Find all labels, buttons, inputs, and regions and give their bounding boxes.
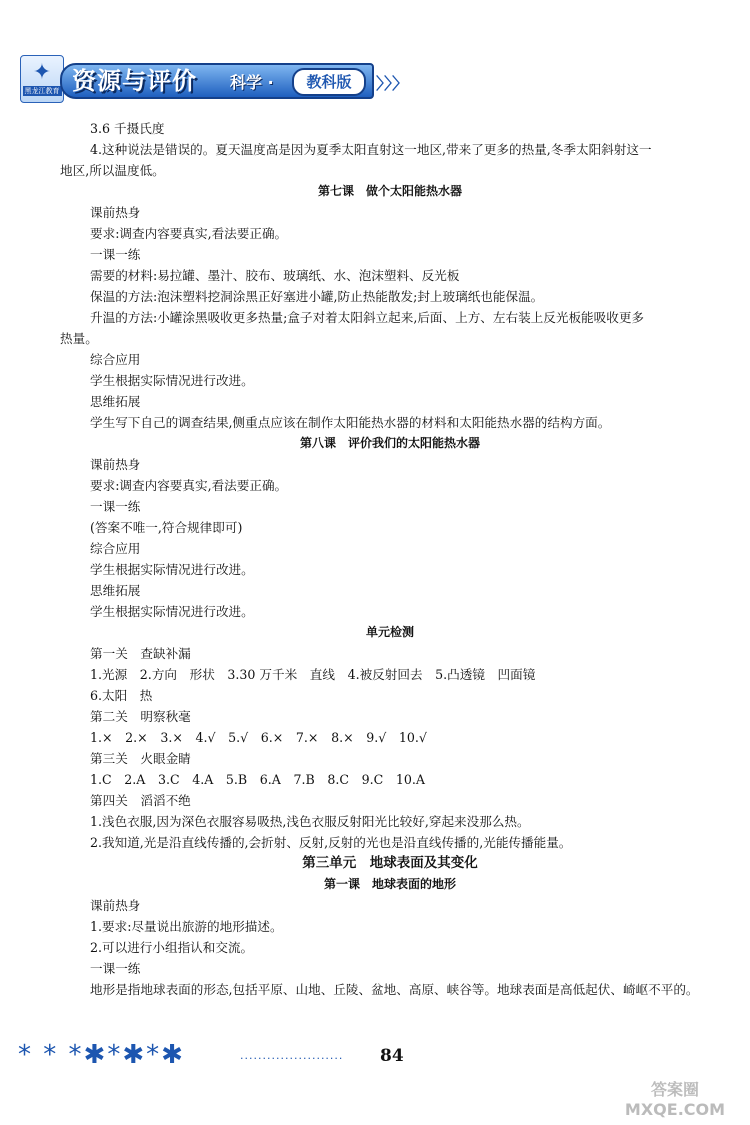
text-line: 思维拓展 <box>90 394 141 409</box>
text-line: 6.太阳 热 <box>90 688 153 703</box>
text-line: 课前热身 <box>90 205 141 220</box>
text-line: 1.要求:尽量说出旅游的地形描述。 <box>90 919 283 934</box>
text-line: 4.这种说法是错误的。夏天温度高是因为夏季太阳直射这一地区,带来了更多的热量,冬季太阳斜射这一 <box>90 142 652 157</box>
text-line: 地形是指地球表面的形态,包括平原、山地、丘陵、盆地、高原、峡谷等。地球表面是高低起伏、崎岖不平的。 <box>90 982 699 997</box>
text-line: 综合应用 <box>90 352 141 367</box>
publisher-logo <box>20 55 64 103</box>
watermark <box>615 1080 735 1120</box>
text-line: 一课一练 <box>90 961 141 976</box>
section-heading: 单元检测 <box>365 625 414 639</box>
text-line: 1.光源 2.方向 形状 3.30 万千米 直线 4.被反射回去 5.凸透镜 凹面镜 <box>90 667 536 682</box>
section-heading: 第三单元 地球表面及其变化 <box>302 855 478 871</box>
section-heading: 第八课 评价我们的太阳能热水器 <box>299 436 480 450</box>
book-title: 资源与评价 <box>72 67 197 95</box>
text-line: 课前热身 <box>90 457 141 472</box>
text-line: 学生写下自己的调查结果,侧重点应该在制作太阳能热水器的材料和太阳能热水器的结构方面。 <box>90 415 611 430</box>
text-line: 要求:调查内容要真实,看法要正确。 <box>90 226 288 241</box>
text-line: 一课一练 <box>90 499 141 514</box>
subject-label: 科学 · <box>230 73 274 92</box>
text-line: 升温的方法:小罐涂黑吸收更多热量;盒子对着太阳斜立起来,后面、上方、左右装上反光板能吸收更多 <box>90 310 645 325</box>
text-line: 1.C 2.A 3.C 4.A 5.B 6.A 7.B 8.C 9.C 10.A <box>90 772 425 787</box>
page-footer <box>18 1040 438 1080</box>
text-line: 1.浅色衣服,因为深色衣服容易吸热,浅色衣服反射阳光比较好,穿起来没那么热。 <box>90 814 530 829</box>
logo-caption: 黑龙江教育 <box>24 87 60 95</box>
text-line: 热量。 <box>60 331 98 346</box>
dotted-leader: ······················· <box>240 1052 344 1065</box>
text-line: 第一关 查缺补漏 <box>90 646 191 661</box>
text-line: 学生根据实际情况进行改进。 <box>90 373 254 388</box>
star-icon: ✦ <box>32 60 52 85</box>
text-line: 2.我知道,光是沿直线传播的,会折射、反射,反射的光也是沿直线传播的,光能传播能量。 <box>90 835 572 850</box>
watermark-title: 答案圈 <box>650 1080 699 1099</box>
text-line: 课前热身 <box>90 898 141 913</box>
text-line: 需要的材料:易拉罐、墨汁、胶布、玻璃纸、水、泡沫塑料、反光板 <box>90 268 460 283</box>
text-line: 第四关 滔滔不绝 <box>90 793 191 808</box>
title-banner <box>60 63 374 99</box>
text-line: (答案不唯一,符合规律即可) <box>90 520 243 535</box>
star-decoration-icon: * * *✱*✱*✱ <box>18 1040 185 1070</box>
section-heading: 第一课 地球表面的地形 <box>323 877 456 891</box>
text-line: 2.可以进行小组指认和交流。 <box>90 940 254 955</box>
edition-badge: 教科版 <box>292 68 366 96</box>
text-line: 1.× 2.× 3.× 4.√ 5.√ 6.× 7.× 8.× 9.√ 10.√ <box>90 730 427 745</box>
text-line: 保温的方法:泡沫塑料挖洞涂黑正好塞进小罐,防止热能散发;封上玻璃纸也能保温。 <box>90 289 544 304</box>
page-header <box>20 55 409 105</box>
watermark-url: MXQE.COM <box>624 1100 726 1119</box>
section-heading: 第七课 做个太阳能热水器 <box>317 184 462 198</box>
text-line: 第三关 火眼金睛 <box>90 751 191 766</box>
text-line: 学生根据实际情况进行改进。 <box>90 604 254 619</box>
text-line: 一课一练 <box>90 247 141 262</box>
text-line: 学生根据实际情况进行改进。 <box>90 562 254 577</box>
chevron-right-icon: 〉〉〉 <box>376 74 409 93</box>
text-line: 思维拓展 <box>90 583 141 598</box>
page-number: 84 <box>380 1046 404 1066</box>
text-line: 综合应用 <box>90 541 141 556</box>
text-line: 地区,所以温度低。 <box>60 163 165 178</box>
answer-content <box>60 118 720 1000</box>
text-line: 要求:调查内容要真实,看法要正确。 <box>90 478 288 493</box>
text-line: 第二关 明察秋毫 <box>90 709 191 724</box>
text-line: 3.6 千摄氏度 <box>90 121 165 136</box>
